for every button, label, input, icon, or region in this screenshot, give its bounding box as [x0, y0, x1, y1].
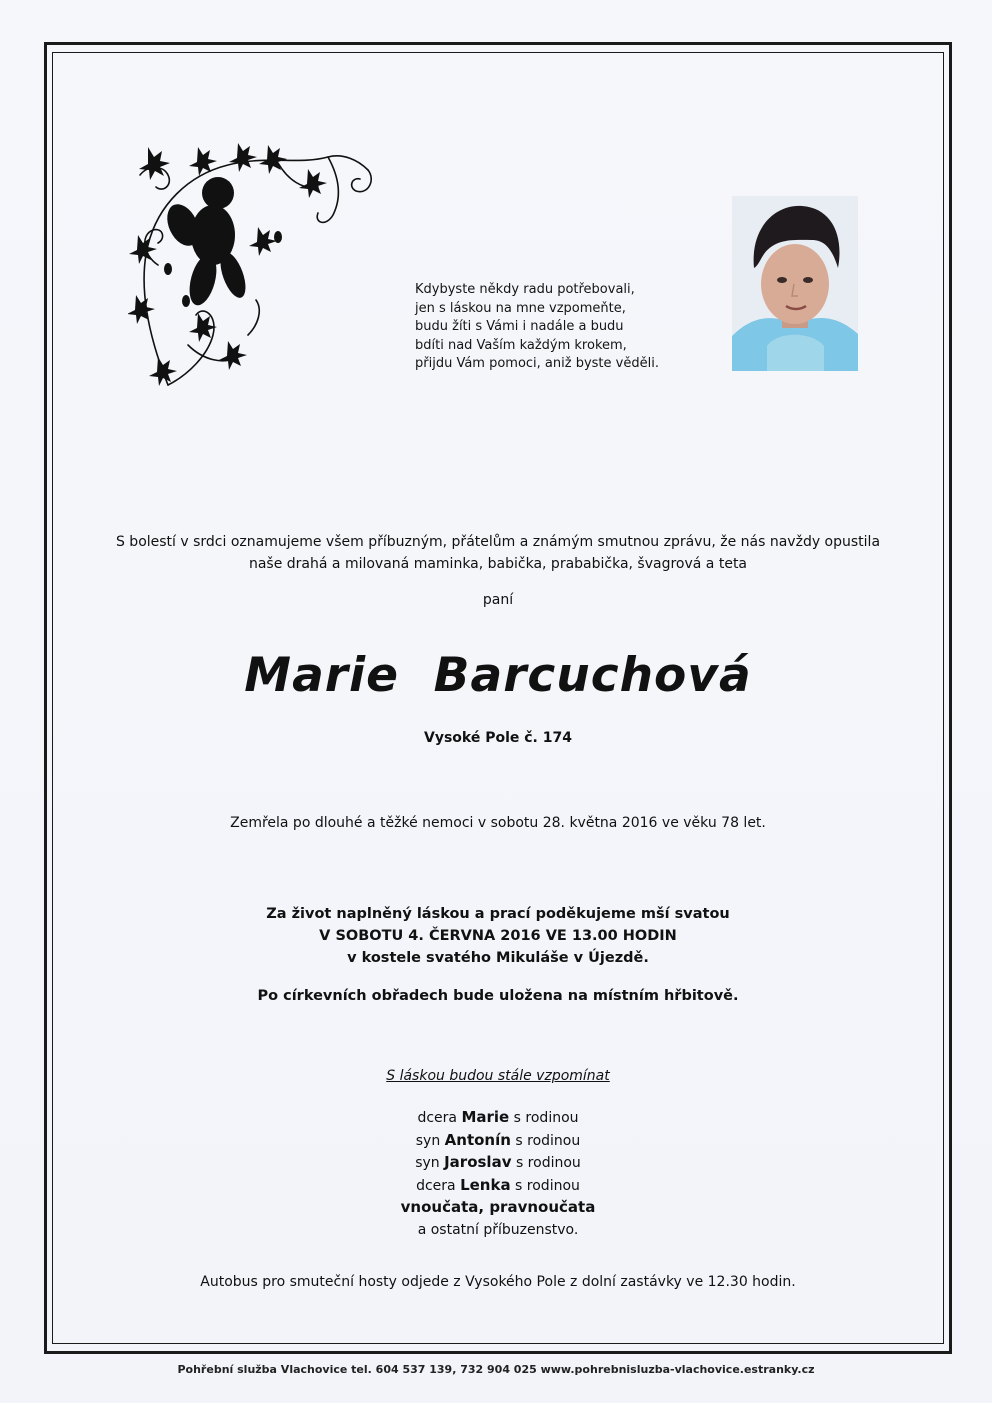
member-suffix: s rodinou — [513, 1110, 579, 1126]
ceremony-line-2: V SOBOTU 4. ČERVNA 2016 VE 13.00 HODIN — [319, 928, 677, 944]
poem-line: jen s láskou na mne vzpomeňte, — [415, 300, 626, 316]
bus-notice: Autobus pro smuteční hosty odjede z Vysokého Pole z dolní zastávky ve 12.30 hodin. — [200, 1274, 796, 1290]
remembrance-title: S láskou budou stále vzpomínat — [386, 1068, 610, 1084]
grandchildren: vnoučata, pravnoučata — [400, 1198, 596, 1216]
title-prefix: paní — [482, 592, 514, 608]
announcement — [52, 531, 944, 575]
deceased-name: Marie Barcuchová — [244, 648, 752, 703]
member-suffix: s rodinou — [515, 1177, 580, 1194]
deceased-address: Vysoké Pole č. 174 — [424, 730, 572, 746]
death-notice: Zemřela po dlouhé a těžké nemoci v sobotu 28. května 2016 ve věku 78 let. — [230, 815, 766, 831]
ceremony-line-3: v kostele svatého Mikuláše v Újezdě. — [347, 950, 649, 966]
list-item — [52, 1107, 944, 1130]
relation: syn — [415, 1132, 441, 1149]
family-list — [52, 1107, 944, 1241]
poem-line: budu žíti s Vámi i nadále a budu — [415, 319, 624, 334]
member-name: Lenka — [460, 1175, 511, 1194]
poem-line: přijdu Vám pomoci, aniž byste věděli. — [415, 356, 659, 371]
relation: dcera — [416, 1177, 456, 1194]
member-name: Jaroslav — [444, 1153, 512, 1171]
ceremony-info — [52, 903, 944, 969]
list-item — [52, 1197, 944, 1220]
deceased-portrait — [732, 196, 858, 371]
list-item — [52, 1130, 944, 1153]
poem-line: Kdybyste někdy radu potřebovali, — [415, 282, 635, 297]
member-name: Marie — [461, 1108, 510, 1126]
member-suffix: s rodinou — [515, 1155, 581, 1171]
member-name: Antonín — [444, 1130, 511, 1149]
poem-line: bdíti nad Vaším každým krokem, — [415, 337, 627, 353]
relation: syn — [415, 1155, 440, 1171]
announcement-line-1: S bolestí v srdci oznamujeme všem příbuzným, přátelům a známým smutnou zprávu, že nás navždy opustila — [115, 534, 881, 550]
footer: Pohřební služba Vlachovice tel. 604 537 139, 732 904 025 www.pohrebnisluzba-vlachovice.estranky.cz — [177, 1363, 815, 1376]
ceremony-line-1: Za život naplněný láskou a prací poděkujeme mší svatou — [266, 906, 730, 922]
list-item — [52, 1152, 944, 1175]
member-suffix: s rodinou — [515, 1132, 581, 1149]
relation: dcera — [417, 1110, 457, 1126]
poem — [415, 281, 695, 374]
list-item: a ostatní příbuzenstvo. — [417, 1221, 579, 1238]
cherub-vine-ornament-icon — [128, 135, 378, 395]
list-item — [52, 1175, 944, 1198]
announcement-line-2: naše drahá a milovaná maminka, babička, prababička, švagrová a teta — [248, 556, 748, 572]
burial-notice: Po církevních obřadech bude uložena na místním hřbitově. — [257, 988, 739, 1004]
